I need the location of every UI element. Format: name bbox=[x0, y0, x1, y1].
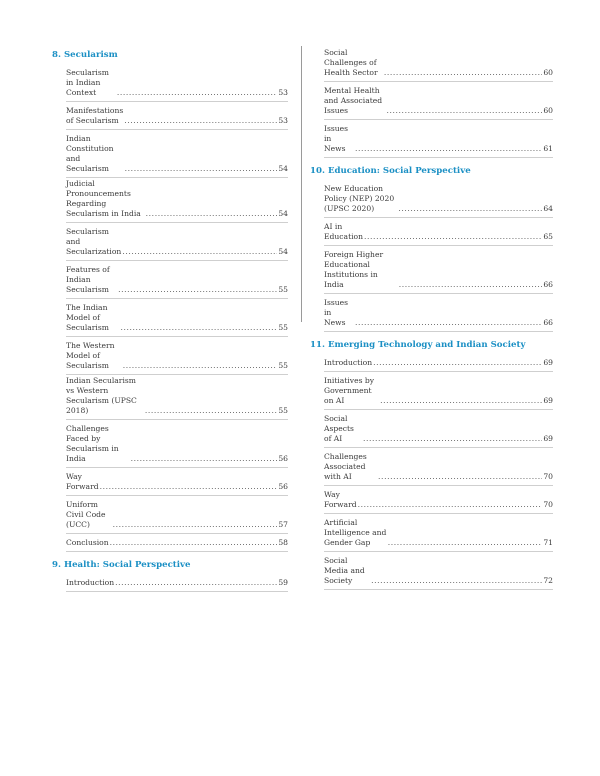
leader-dots bbox=[388, 538, 543, 548]
leader-dots bbox=[100, 482, 278, 492]
toc-entry[interactable] bbox=[324, 410, 553, 448]
toc-entry-title: The Western Model of Secularism bbox=[66, 341, 115, 370]
toc-entry-title: Features of Indian Secularism bbox=[66, 265, 110, 294]
toc-entry[interactable] bbox=[324, 486, 553, 514]
toc-entry[interactable] bbox=[324, 354, 553, 372]
toc-entry-page: 70 bbox=[543, 472, 553, 481]
toc-entry-page: 69 bbox=[543, 358, 553, 367]
toc-entry-title: Indian Secularism vs Western Secularism (UPSC 2018) bbox=[66, 376, 137, 415]
toc-entry-title: Manifestations of Secularism bbox=[66, 106, 124, 125]
toc-entry-title: Issues in News bbox=[324, 124, 349, 153]
toc-right-column bbox=[310, 48, 553, 590]
section-items-secularism bbox=[66, 64, 288, 552]
toc-entry-page: 71 bbox=[543, 538, 553, 547]
leader-dots bbox=[384, 68, 542, 78]
toc-entry-title: Introduction bbox=[66, 578, 115, 587]
toc-entry-title: Judicial Pronouncements Regarding Secularism in India bbox=[66, 179, 141, 218]
toc-entry[interactable] bbox=[66, 420, 288, 468]
toc-entry-page: 55 bbox=[278, 323, 288, 332]
toc-entry-title: New Education Policy (NEP) 2020 (UPSC 2020) bbox=[324, 184, 395, 213]
toc-entry-title: Way Forward bbox=[66, 472, 99, 491]
toc-entry[interactable] bbox=[324, 448, 553, 486]
leader-dots bbox=[371, 576, 542, 586]
toc-entry-title: Introduction bbox=[324, 358, 373, 367]
toc-entry[interactable] bbox=[66, 299, 288, 337]
toc-entry-title: Conclusion bbox=[66, 538, 109, 547]
leader-dots bbox=[120, 323, 277, 333]
toc-entry[interactable] bbox=[66, 468, 288, 496]
leader-dots bbox=[118, 285, 277, 295]
toc-entry-page: 54 bbox=[278, 247, 288, 256]
section-heading-health: 9. Health: Social Perspective bbox=[52, 560, 191, 570]
leader-dots bbox=[378, 472, 542, 482]
toc-entry-page: 60 bbox=[543, 68, 553, 77]
leader-dots bbox=[364, 232, 542, 242]
toc-entry-title: Challenges Faced by Secularism in India bbox=[66, 424, 119, 463]
toc-entry[interactable] bbox=[66, 261, 288, 299]
toc-entry-page: 55 bbox=[278, 406, 288, 415]
section-heading-education: 10. Education: Social Perspective bbox=[310, 166, 471, 176]
toc-entry-page: 61 bbox=[543, 144, 553, 153]
toc-entry-page: 66 bbox=[543, 318, 553, 327]
column-divider bbox=[301, 46, 302, 322]
leader-dots bbox=[146, 209, 278, 219]
leader-dots bbox=[373, 358, 542, 368]
toc-entry-title: Way Forward bbox=[324, 490, 357, 509]
toc-entry-title: Indian Constitution and Secularism bbox=[66, 134, 114, 173]
leader-dots bbox=[355, 318, 542, 328]
toc-entry[interactable] bbox=[324, 82, 553, 120]
leader-dots bbox=[399, 280, 543, 290]
toc-entry-title: Foreign Higher Educational Institutions in India bbox=[324, 250, 384, 289]
toc-entry-page: 69 bbox=[543, 396, 553, 405]
toc-entry-page: 69 bbox=[543, 434, 553, 443]
toc-entry[interactable] bbox=[324, 48, 553, 82]
continued-health-items bbox=[324, 48, 553, 158]
toc-entry[interactable] bbox=[324, 294, 553, 332]
toc-entry[interactable] bbox=[324, 552, 553, 590]
section-items-emerging-tech bbox=[324, 354, 553, 590]
toc-entry[interactable] bbox=[324, 246, 553, 294]
toc-entry[interactable] bbox=[324, 120, 553, 158]
toc-entry-title: Social Aspects of AI bbox=[324, 414, 354, 443]
leader-dots bbox=[398, 204, 542, 214]
toc-entry-title: Issues in News bbox=[324, 298, 349, 327]
toc-entry-title: Challenges Associated with AI bbox=[324, 452, 367, 481]
toc-entry[interactable] bbox=[66, 534, 288, 552]
toc-entry-page: 55 bbox=[278, 285, 288, 294]
toc-left-column bbox=[52, 48, 288, 592]
toc-entry-title: Secularism and Secularization bbox=[66, 227, 122, 256]
section-heading-secularism: 8. Secularism bbox=[52, 50, 118, 60]
toc-entry[interactable] bbox=[324, 514, 553, 552]
toc-entry-page: 56 bbox=[278, 454, 288, 463]
toc-entry-page: 65 bbox=[543, 232, 553, 241]
toc-entry[interactable] bbox=[66, 496, 288, 534]
toc-entry[interactable] bbox=[66, 223, 288, 261]
toc-entry-page: 53 bbox=[278, 116, 288, 125]
leader-dots bbox=[358, 500, 543, 510]
toc-entry-title: Social Media and Society bbox=[324, 556, 365, 585]
toc-entry-page: 56 bbox=[278, 482, 288, 491]
toc-entry-title: AI in Education bbox=[324, 222, 364, 241]
leader-dots bbox=[123, 361, 278, 371]
toc-entry-page: 53 bbox=[278, 88, 288, 97]
toc-entry-page: 58 bbox=[278, 538, 288, 547]
toc-entry-title: Uniform Civil Code (UCC) bbox=[66, 500, 106, 529]
leader-dots bbox=[380, 396, 542, 406]
toc-entry-title: Secularism in Indian Context bbox=[66, 68, 109, 97]
toc-entry-page: 54 bbox=[278, 164, 288, 173]
leader-dots bbox=[117, 88, 278, 98]
toc-entry[interactable] bbox=[66, 102, 288, 130]
toc-entry[interactable] bbox=[66, 337, 288, 375]
leader-dots bbox=[386, 106, 542, 116]
section-items-education bbox=[324, 180, 553, 332]
toc-entry[interactable] bbox=[324, 218, 553, 246]
section-items-health bbox=[66, 574, 288, 592]
toc-entry-page: 54 bbox=[278, 209, 288, 218]
section-heading-emerging-tech: 11. Emerging Technology and Indian Society bbox=[310, 340, 526, 350]
toc-entry-title: Mental Health and Associated Issues bbox=[324, 86, 383, 115]
leader-dots bbox=[145, 406, 277, 416]
leader-dots bbox=[125, 164, 278, 174]
toc-entry[interactable] bbox=[66, 64, 288, 102]
leader-dots bbox=[110, 538, 278, 548]
toc-entry-title: Initiatives by Government on AI bbox=[324, 376, 375, 405]
leader-dots bbox=[131, 454, 278, 464]
toc-entry[interactable] bbox=[66, 574, 288, 592]
toc-entry-page: 59 bbox=[278, 578, 288, 587]
toc-entry-title: Artificial Intelligence and Gender Gap bbox=[324, 518, 387, 547]
leader-dots bbox=[115, 578, 277, 588]
toc-entry-page: 64 bbox=[543, 204, 553, 213]
toc-entry[interactable] bbox=[324, 180, 553, 218]
toc-entry-page: 55 bbox=[278, 361, 288, 370]
toc-entry-page: 66 bbox=[543, 280, 553, 289]
toc-entry-title: The Indian Model of Secularism bbox=[66, 303, 109, 332]
leader-dots bbox=[363, 434, 542, 444]
toc-entry[interactable] bbox=[66, 178, 288, 223]
toc-entry-page: 72 bbox=[543, 576, 553, 585]
leader-dots bbox=[124, 116, 277, 126]
leader-dots bbox=[355, 144, 542, 154]
leader-dots bbox=[113, 520, 278, 530]
toc-entry-title: Social Challenges of Health Sector bbox=[324, 48, 378, 77]
toc-entry[interactable] bbox=[66, 375, 288, 420]
toc-entry[interactable] bbox=[324, 372, 553, 410]
leader-dots bbox=[122, 247, 277, 257]
toc-entry-page: 60 bbox=[543, 106, 553, 115]
toc-entry-page: 57 bbox=[278, 520, 288, 529]
toc-entry-page: 70 bbox=[543, 500, 553, 509]
toc-entry[interactable] bbox=[66, 130, 288, 178]
